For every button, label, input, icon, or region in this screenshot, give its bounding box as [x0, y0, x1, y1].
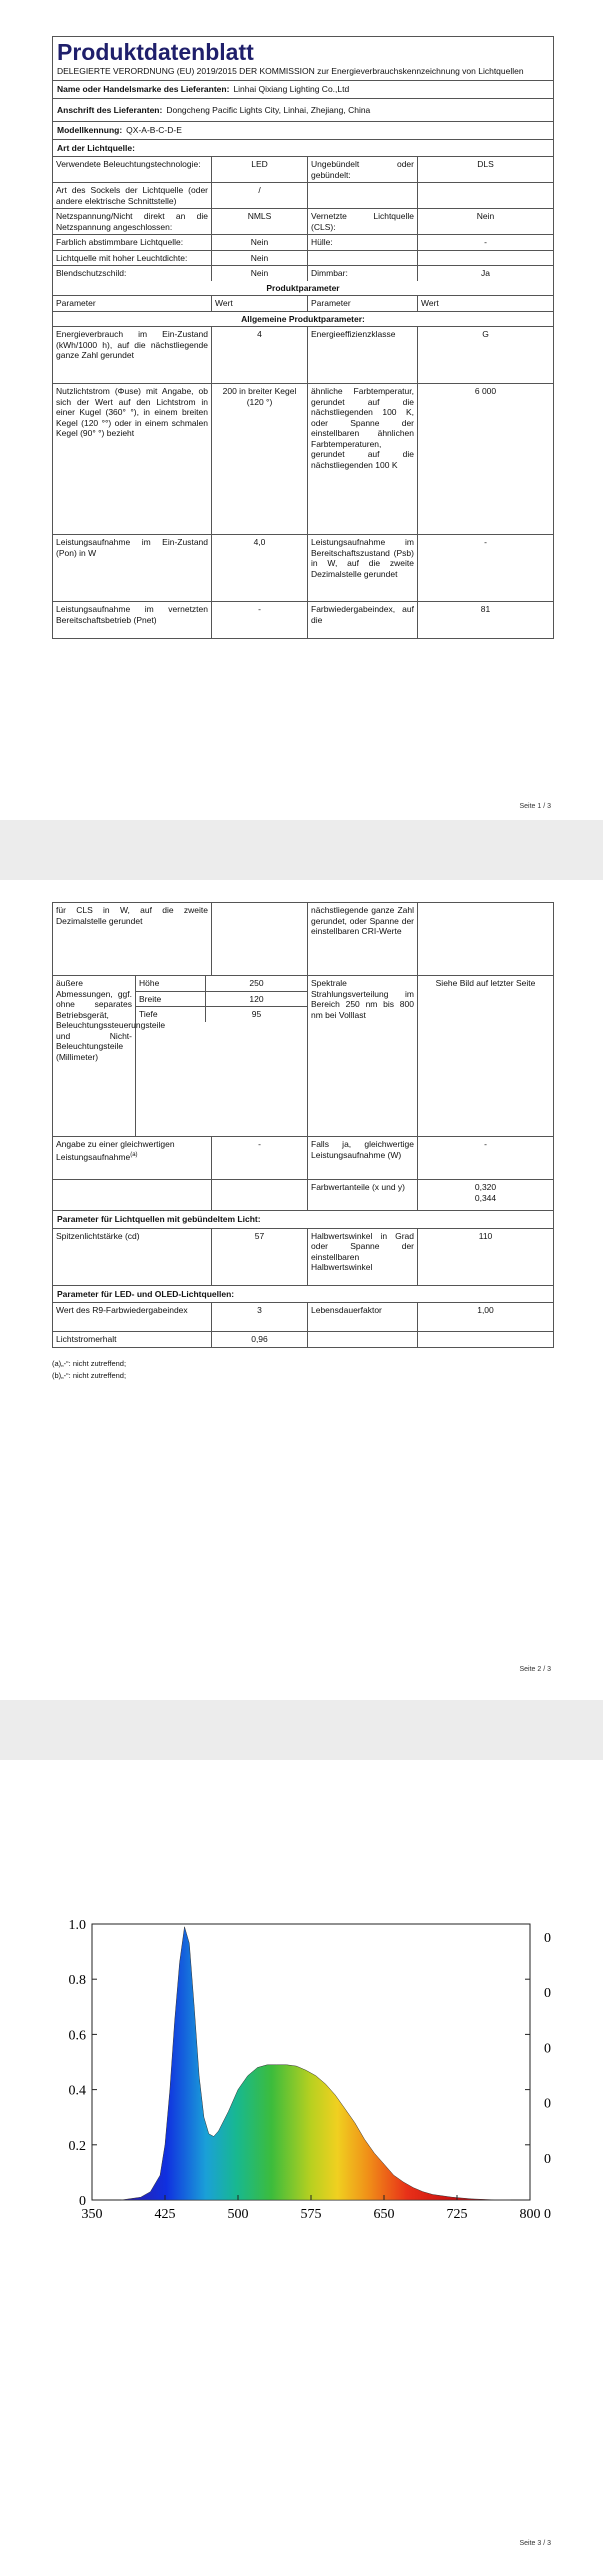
product-param-value: 4,0	[212, 535, 308, 601]
product-param-row	[53, 384, 553, 535]
light-source-param-value-2: -	[484, 237, 487, 247]
product-sheet-table	[52, 36, 554, 639]
light-source-param-value-2	[418, 251, 553, 266]
page-number: Seite 3 / 3	[519, 2540, 551, 2547]
x-tick-label: 800	[519, 2207, 541, 2222]
right-tick-label: 0	[544, 2096, 551, 2112]
light-source-param-label-2: Vernetzte Lichtquelle (CLS):	[308, 209, 418, 234]
general-params-heading: Allgemeine Produktparameter:	[241, 313, 365, 324]
light-source-param-label: Farblich abstimmbare Lichtquelle:	[53, 235, 212, 250]
x-tick-label: 575	[300, 2207, 322, 2222]
led-oled-heading: Parameter für LED- und OLED-Lichtquellen:	[57, 1288, 235, 1299]
product-param-label: Leistungsaufnahme im vernetzten Bereitschaftsbetrieb (Pnet)	[53, 602, 212, 638]
y-tick-label: 0.4	[68, 2083, 86, 2099]
x-tick-label: 350	[81, 2207, 103, 2222]
page-number: Seite 1 / 3	[519, 803, 551, 810]
light-source-param-label: Blendschutzschild:	[53, 266, 212, 281]
product-param-label-2: Leistungsaufnahme im Bereitschaftszustand (Psb) in W, auf die zweite Dezimalstelle gerundet	[308, 535, 418, 601]
product-param-value-2: G	[482, 329, 489, 339]
light-source-row	[53, 266, 553, 281]
y-tick-label: 0	[79, 2194, 86, 2209]
dimension-label: Tiefe	[136, 1007, 206, 1022]
dimension-value: 95	[251, 1009, 262, 1019]
product-param-label-2: Energieeffizienzklasse	[308, 327, 418, 383]
light-source-row	[53, 251, 553, 267]
dimension-row	[136, 976, 307, 992]
product-param-label-2: ähnliche Farbtemperatur, gerundet auf die nächstliegenden 100 K, oder Spanne der einstellbaren ähnlichen Farbtemperaturen, gerundet auf die nächstliegenden 100 K	[308, 384, 418, 534]
product-sheet-table-continued	[52, 902, 554, 1348]
page-3	[0, 1760, 603, 2560]
equivalent-power-label: Angabe zu einer gleichwertigen Leistungsaufnahme$^{(a)}$	[53, 1137, 212, 1179]
lumen-maintenance-value: 0,96	[212, 1332, 308, 1347]
light-source-row	[53, 183, 553, 209]
light-source-param-value: Nein	[212, 266, 308, 281]
page-1	[0, 0, 603, 820]
light-source-param-label: Art des Sockels der Lichtquelle (oder andere elektrische Schnittstelle)	[53, 183, 212, 208]
spectral-value: Siehe Bild auf letzter Seite	[435, 978, 536, 988]
y-tick-label: 1.0	[68, 1918, 86, 1933]
beam-angle-value: 110	[478, 1230, 493, 1241]
equivalent-power-value: -	[212, 1137, 308, 1179]
supplier-name: Name oder Handelsmarke des Lieferanten: Linhai Qixiang Lighting Co.,Ltd	[57, 84, 350, 94]
dimension-label: Höhe	[136, 976, 206, 991]
col-header-param: Parameter	[53, 296, 212, 311]
right-tick-label: 0	[544, 1931, 551, 1946]
dimension-row	[136, 1007, 307, 1022]
model-id: Modellkennung: QX-A-B-C-D-E	[57, 125, 182, 135]
survival-factor-value: 1,00	[477, 1305, 494, 1315]
y-tick-label: 0.2	[68, 2138, 86, 2154]
light-source-param-label-2: Dimmbar:	[308, 266, 418, 281]
light-source-param-value: Nein	[212, 251, 308, 266]
light-source-param-label-2	[308, 183, 418, 208]
product-params-heading: Produktparameter	[266, 282, 340, 293]
chromaticity-label: Farbwertanteile (x und y)	[308, 1180, 418, 1210]
survival-factor-label: Lebensdauerfaktor	[308, 1303, 418, 1331]
light-source-param-value-2: Nein	[476, 211, 495, 221]
light-source-row	[53, 157, 553, 183]
peak-intensity-label: Spitzenlichtstärke (cd)	[53, 1229, 212, 1285]
directional-heading: Parameter für Lichtquellen mit gebündeltem Licht:	[57, 1214, 261, 1224]
light-source-param-label-2: Ungebündelt oder gebündelt:	[308, 157, 418, 182]
dimension-value: 120	[249, 993, 264, 1004]
beam-angle-label: Halbwertswinkel in Grad oder Spanne der einstellbaren Halbwertswinkel	[308, 1229, 418, 1285]
y-tick-label: 0.6	[68, 2028, 86, 2044]
chromaticity-value: 0,320 0,344	[474, 1182, 497, 1203]
spectral-distribution-chart	[0, 1910, 603, 2270]
light-source-param-value-2: Ja	[481, 268, 490, 278]
product-param-value-2: 6 000	[474, 386, 497, 396]
equivalent-power-w-label: Falls ja, gleichwertige Leistungsaufnahme (W)	[308, 1137, 418, 1179]
spectrum-area	[121, 1927, 510, 2200]
page-2	[0, 880, 603, 1700]
light-source-heading: Art der Lichtquelle:	[57, 142, 135, 153]
light-source-row	[53, 235, 553, 251]
light-source-param-value: /	[212, 183, 308, 208]
product-param-label: Nutzlichtstrom (Φuse) mit Angabe, ob sich der Wert auf den Lichtstrom in einer Kugel (360° °), in einem breiten Kegel (120 °°) oder in einem schmalen Kegel (90° °) bezieht	[53, 384, 212, 534]
spectral-label: Spektrale Strahlungsverteilung im Bereich 250 nm bis 800 nm bei Volllast	[308, 976, 418, 1136]
light-source-param-label-2	[308, 251, 418, 266]
light-source-param-value: LED	[212, 157, 308, 182]
page-number: Seite 2 / 3	[519, 1666, 551, 1673]
product-param-label: Energieverbrauch im Ein-Zustand (kWh/1000 h), auf die nächstliegende ganze Zahl gerundet	[53, 327, 212, 383]
product-param-label: Leistungsaufnahme im Ein-Zustand (Pon) in W	[53, 535, 212, 601]
product-param-value: 4	[212, 327, 308, 383]
page-title: Produktdatenblatt	[57, 39, 254, 65]
light-source-row	[53, 209, 553, 235]
regulation-text: DELEGIERTE VERORDNUNG (EU) 2019/2015 DER KOMMISSION zur Energieverbrauchskennzeichnung von Lichtquellen	[53, 66, 553, 81]
product-param-value: 200 in breiter Kegel (120 °)	[212, 384, 308, 534]
right-tick-label: 0	[544, 2151, 551, 2167]
cls-power-label-cont: für CLS in W, auf die zweite Dezimalstelle gerundet	[53, 903, 212, 975]
equivalent-power-w-value: -	[484, 1139, 487, 1149]
dimensions-label: äußere Abmessungen, ggf. ohne separates Betriebsgerät, Beleuchtungssteuerungsteile und Nicht-Beleuchtungsteile (Millimeter)	[53, 976, 136, 1136]
x-tick-label: 725	[446, 2207, 468, 2222]
supplier-address: Anschrift des Lieferanten: Dongcheng Pacific Lights City, Linhai, Zhejiang, China	[57, 104, 371, 115]
product-param-value: -	[212, 602, 308, 638]
light-source-param-label-2: Hülle:	[308, 235, 418, 250]
dimension-row	[136, 992, 307, 1008]
product-param-row	[53, 602, 553, 638]
right-tick-label: 0	[544, 1986, 551, 2002]
light-source-param-label: Lichtquelle mit hoher Leuchtdichte:	[53, 251, 212, 266]
light-source-param-value-2: DLS	[477, 159, 494, 169]
product-param-label-2: Farbwiedergabeindex, auf die	[308, 602, 418, 638]
peak-intensity-value: 57	[212, 1229, 308, 1285]
dimension-label: Breite	[136, 992, 206, 1007]
footnote-a: (a)„-“: nicht zutreffend;	[52, 1359, 127, 1368]
y-tick-label: 0.8	[68, 1973, 86, 1989]
col-header-value: Wert	[212, 296, 308, 311]
product-param-row	[53, 327, 553, 384]
light-source-param-value-2	[418, 183, 553, 208]
cri-label-cont: nächstliegende ganze Zahl gerundet, oder Spanne der einstellbaren CRI-Werte	[308, 903, 418, 975]
product-param-value-2: 81	[480, 604, 491, 614]
col-header-param-2: Parameter	[308, 296, 418, 311]
footnote-b: (b)„-“: nicht zutreffend;	[52, 1371, 127, 1380]
col-header-value-2: Wert	[421, 298, 439, 308]
lumen-maintenance-label: Lichtstromerhalt	[53, 1332, 212, 1347]
light-source-param-label: Netzspannung/Nicht direkt an die Netzspannung angeschlossen:	[53, 209, 212, 234]
product-param-row	[53, 535, 553, 602]
r9-value: 3	[212, 1303, 308, 1331]
light-source-param-value: NMLS	[212, 209, 308, 234]
x-tick-label: 500	[227, 2207, 249, 2222]
light-source-param-label: Verwendete Beleuchtungstechnologie:	[53, 157, 212, 182]
product-param-value-2: -	[484, 537, 487, 547]
right-tick-label: 0	[544, 2041, 551, 2057]
right-tick-label: 0	[544, 2207, 551, 2222]
x-tick-label: 650	[373, 2207, 395, 2222]
r9-label: Wert des R9-Farbwiedergabeindex	[53, 1303, 212, 1331]
dimension-value: 250	[249, 978, 264, 988]
x-tick-label: 425	[154, 2207, 176, 2222]
light-source-param-value: Nein	[212, 235, 308, 250]
